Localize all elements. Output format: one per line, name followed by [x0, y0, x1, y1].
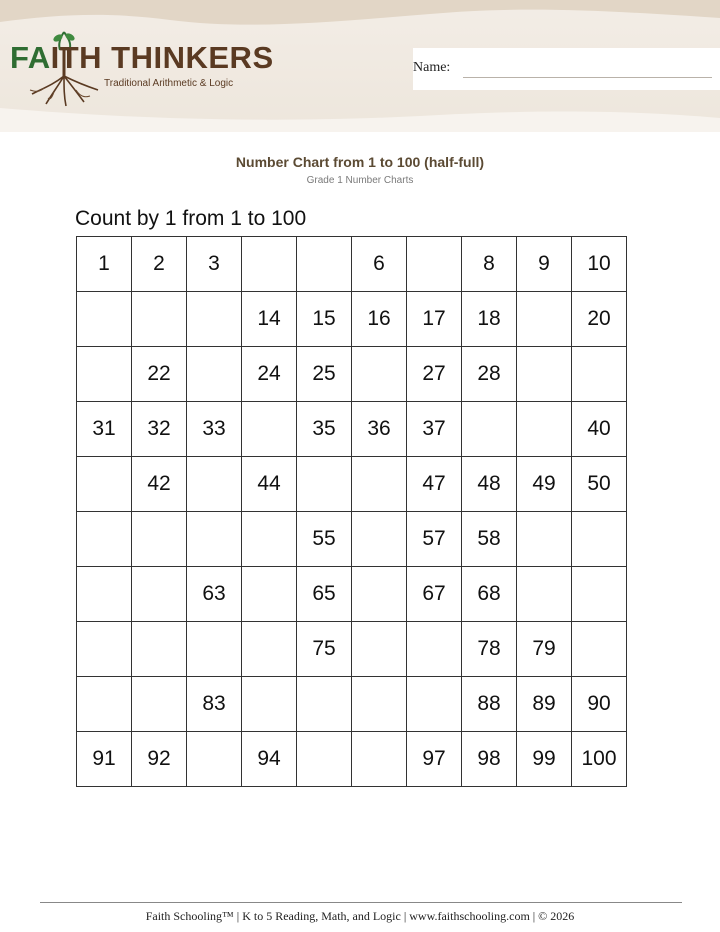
chart-cell: 1: [77, 237, 132, 292]
chart-cell: 89: [517, 677, 572, 732]
chart-cell: 25: [297, 347, 352, 402]
chart-cell: 90: [572, 677, 627, 732]
chart-cell: [517, 567, 572, 622]
chart-cell: [77, 622, 132, 677]
chart-cell: 37: [407, 402, 462, 457]
chart-cell: 28: [462, 347, 517, 402]
chart-cell: [297, 732, 352, 787]
chart-cell: 2: [132, 237, 187, 292]
chart-cell: [517, 292, 572, 347]
chart-row: [77, 512, 627, 567]
chart-cell: 50: [572, 457, 627, 512]
chart-row: [77, 292, 627, 347]
chart-cell: 92: [132, 732, 187, 787]
logo-wordmark: FAITH THINKERS: [10, 40, 274, 75]
chart-cell: [132, 567, 187, 622]
chart-cell: 17: [407, 292, 462, 347]
chart-cell: 24: [242, 347, 297, 402]
chart-cell: [132, 622, 187, 677]
chart-cell: [297, 237, 352, 292]
chart-row: [77, 677, 627, 732]
header-band: [0, 0, 720, 132]
chart-cell: [132, 292, 187, 347]
chart-cell: [77, 677, 132, 732]
chart-cell: 14: [242, 292, 297, 347]
chart-cell: [352, 677, 407, 732]
chart-row: [77, 732, 627, 787]
chart-cell: [242, 622, 297, 677]
chart-cell: 16: [352, 292, 407, 347]
chart-cell: 100: [572, 732, 627, 787]
chart-cell: 33: [187, 402, 242, 457]
chart-cell: [187, 347, 242, 402]
chart-cell: [187, 292, 242, 347]
chart-row: [77, 622, 627, 677]
chart-cell: [462, 402, 517, 457]
chart-cell: 88: [462, 677, 517, 732]
chart-cell: [77, 567, 132, 622]
chart-cell: [187, 457, 242, 512]
chart-cell: 20: [572, 292, 627, 347]
chart-cell: [407, 677, 462, 732]
chart-cell: 10: [572, 237, 627, 292]
chart-cell: 57: [407, 512, 462, 567]
chart-cell: [77, 512, 132, 567]
chart-cell: [242, 567, 297, 622]
document-title: Number Chart from 1 to 100 (half-full): [235, 154, 485, 170]
chart-cell: 42: [132, 457, 187, 512]
chart-cell: 99: [517, 732, 572, 787]
name-write-line: [463, 77, 712, 78]
chart-cell: 36: [352, 402, 407, 457]
chart-cell: 40: [572, 402, 627, 457]
chart-row: [77, 237, 627, 292]
chart-cell: 78: [462, 622, 517, 677]
chart-cell: 67: [407, 567, 462, 622]
document-subtitle: Grade 1 Number Charts: [306, 175, 414, 186]
chart-cell: 94: [242, 732, 297, 787]
chart-cell: 35: [297, 402, 352, 457]
chart-cell: 22: [132, 347, 187, 402]
chart-row: [77, 567, 627, 622]
chart-cell: [352, 567, 407, 622]
chart-cell: 18: [462, 292, 517, 347]
chart-cell: 68: [462, 567, 517, 622]
chart-cell: 79: [517, 622, 572, 677]
chart-row: [77, 402, 627, 457]
chart-cell: 63: [187, 567, 242, 622]
chart-cell: [77, 347, 132, 402]
chart-cell: 49: [517, 457, 572, 512]
chart-cell: [572, 347, 627, 402]
logo-tagline: Traditional Arithmetic & Logic: [104, 78, 234, 89]
chart-cell: [517, 402, 572, 457]
chart-cell: 98: [462, 732, 517, 787]
chart-cell: 27: [407, 347, 462, 402]
chart-cell: [297, 457, 352, 512]
chart-cell: [407, 622, 462, 677]
footer-divider: [40, 902, 682, 903]
chart-cell: 6: [352, 237, 407, 292]
chart-cell: [132, 512, 187, 567]
chart-cell: 83: [187, 677, 242, 732]
chart-cell: 15: [297, 292, 352, 347]
chart-cell: [352, 512, 407, 567]
chart-cell: 47: [407, 457, 462, 512]
chart-cell: [407, 237, 462, 292]
chart-cell: [297, 677, 352, 732]
chart-cell: [187, 512, 242, 567]
chart-cell: [187, 622, 242, 677]
chart-cell: 44: [242, 457, 297, 512]
chart-cell: 31: [77, 402, 132, 457]
chart-cell: 97: [407, 732, 462, 787]
section-heading: Count by 1 from 1 to 100: [75, 207, 307, 230]
chart-cell: [187, 732, 242, 787]
chart-cell: [572, 622, 627, 677]
chart-cell: [352, 347, 407, 402]
chart-cell: [517, 512, 572, 567]
chart-cell: [572, 512, 627, 567]
name-field-area: [413, 48, 720, 90]
chart-cell: 3: [187, 237, 242, 292]
chart-row: [77, 457, 627, 512]
chart-cell: [242, 237, 297, 292]
chart-row: [77, 347, 627, 402]
chart-cell: 75: [297, 622, 352, 677]
chart-cell: 32: [132, 402, 187, 457]
number-chart-grid: [76, 236, 627, 787]
chart-cell: [242, 512, 297, 567]
chart-cell: 91: [77, 732, 132, 787]
chart-cell: 48: [462, 457, 517, 512]
chart-cell: 55: [297, 512, 352, 567]
chart-cell: 58: [462, 512, 517, 567]
faith-thinkers-logo: [6, 28, 274, 108]
chart-cell: [132, 677, 187, 732]
chart-cell: [77, 457, 132, 512]
name-label: Name:: [413, 60, 451, 75]
chart-cell: 65: [297, 567, 352, 622]
chart-cell: [352, 457, 407, 512]
chart-cell: [242, 677, 297, 732]
chart-cell: 9: [517, 237, 572, 292]
chart-cell: [517, 347, 572, 402]
chart-cell: [352, 732, 407, 787]
chart-cell: [242, 402, 297, 457]
chart-cell: [77, 292, 132, 347]
chart-cell: 8: [462, 237, 517, 292]
chart-cell: [572, 567, 627, 622]
chart-cell: [352, 622, 407, 677]
footer-text: Faith Schooling™ | K to 5 Reading, Math, and Logic | www.faithschooling.com | © 2026: [145, 909, 575, 923]
